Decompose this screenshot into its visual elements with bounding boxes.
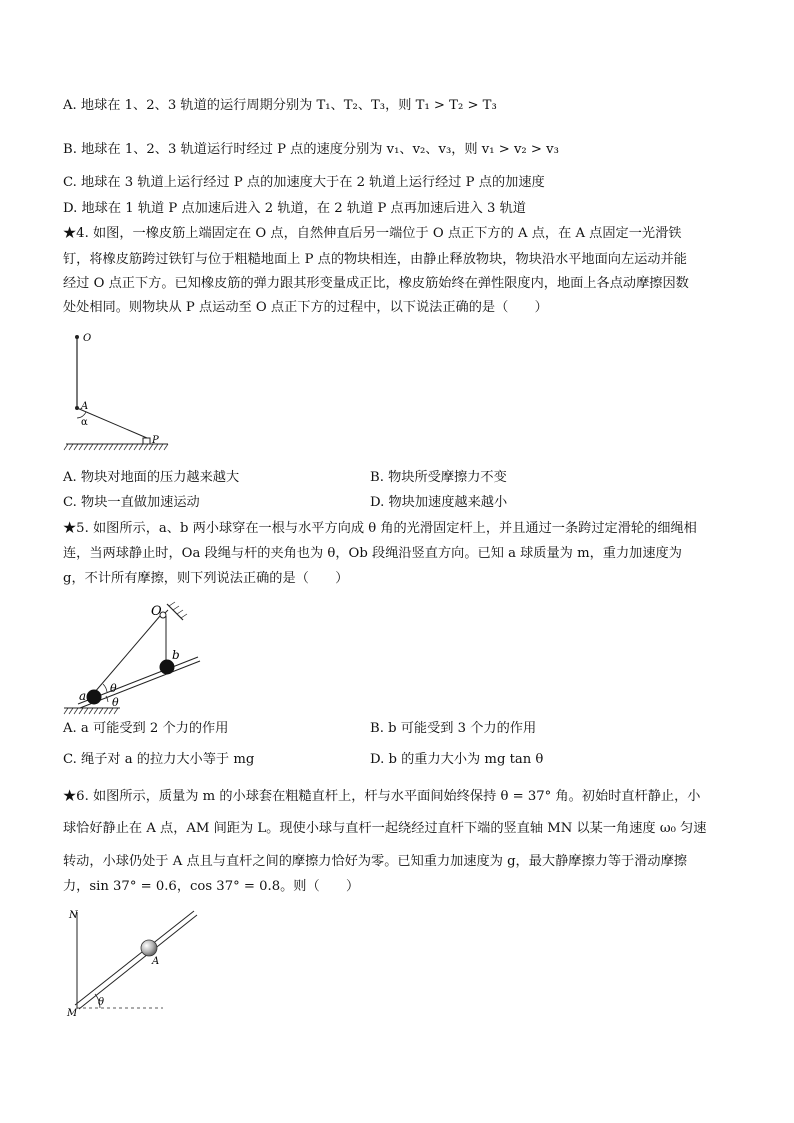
q6-stem-line-3: 转动，小球仍处于 A 点且与直杆之间的摩擦力恰好为零。已知重力加速度为 g，最大静摩擦力等于滑动摩擦 <box>63 854 687 869</box>
q5-label-o: O <box>151 604 162 619</box>
q5-label-b: b <box>172 648 180 662</box>
q5-label-theta-2: θ <box>112 696 119 709</box>
q4-option-c: C. 物块一直做加速运动 <box>63 495 200 510</box>
q4-stem-line-2: 钉，将橡皮筋跨过铁钉与位于粗糙地面上 P 点的物块相连，由静止释放物块，物块沿水平地面向左运动并能 <box>63 252 687 267</box>
q6-label-m: M <box>67 1008 78 1019</box>
q3-option-a: A. 地球在 1、2、3 轨道的运行周期分别为 T₁、T₂、T₃，则 T₁ > T₂ > T₃ <box>63 98 497 113</box>
q4-label-alpha: α <box>81 417 88 428</box>
q5-figure <box>60 596 210 716</box>
q6-stem-line-4: 力，sin 37° = 0.6，cos 37° = 0.8。则（ ） <box>63 879 360 894</box>
q4-stem-line-1: ★4. 如图，一橡皮筋上端固定在 O 点，自然伸直后另一端位于 O 点正下方的 A 点，在 A 点固定一光滑铁 <box>63 226 682 241</box>
q5-option-c: C. 绳子对 a 的拉力大小等于 mg <box>63 752 255 767</box>
q3-option-d: D. 地球在 1 轨道 P 点加速后进入 2 轨道，在 2 轨道 P 点再加速后进入 3 轨道 <box>63 201 526 216</box>
q5-stem-line-1: ★5. 如图所示，a、b 两小球穿在一根与水平方向成 θ 角的光滑固定杆上，并且通过一条跨过定滑轮的细绳相 <box>63 521 697 536</box>
q4-label-o: O <box>83 333 92 344</box>
q5-option-d: D. b 的重力大小为 mg tan θ <box>370 752 544 767</box>
q4-option-d: D. 物块加速度越来越小 <box>370 495 508 510</box>
q4-option-a: A. 物块对地面的压力越来越大 <box>63 470 240 485</box>
q3-option-b: B. 地球在 1、2、3 轨道运行时经过 P 点的速度分别为 v₁、v₂、v₃，则 v₁ > v₂ > v₃ <box>63 142 559 157</box>
q4-stem-line-3: 经过 O 点正下方。已知橡皮筋的弹力跟其形变量成正比，橡皮筋始终在弹性限度内，地面上各点动摩擦因数 <box>63 276 689 291</box>
q6-stem-line-1: ★6. 如图所示，质量为 m 的小球套在粗糙直杆上，杆与水平面间始终保持 θ = 37° 角。初始时直杆静止，小 <box>63 789 701 804</box>
q4-label-p: P <box>152 435 159 446</box>
q6-stem-line-2: 球恰好静止在 A 点，AM 间距为 L。现使小球与直杆一起绕经过直杆下端的竖直轴 MN 以某一角速度 ω₀ 匀速 <box>63 821 707 836</box>
q5-label-a: a <box>79 689 87 703</box>
q6-label-n: N <box>69 910 78 921</box>
q3-option-c: C. 地球在 3 轨道上运行经过 P 点的加速度大于在 2 轨道上运行经过 P 点的加速度 <box>63 175 545 190</box>
q5-option-a: A. a 可能受到 2 个力的作用 <box>63 721 229 736</box>
q6-label-a: A <box>152 956 160 967</box>
q4-label-a: A <box>81 401 89 412</box>
q6-figure <box>60 904 210 1024</box>
q5-stem-line-3: g，不计所有摩擦，则下列说法正确的是（ ） <box>63 571 349 586</box>
q6-label-theta: θ <box>98 997 105 1008</box>
q4-stem-line-4: 处处相同。则物块从 P 点运动至 O 点正下方的过程中，以下说法正确的是（ ） <box>63 300 548 315</box>
q5-stem-line-2: 连，当两球静止时，Oa 段绳与杆的夹角也为 θ，Ob 段绳沿竖直方向。已知 a 球质量为 m，重力加速度为 <box>63 546 682 561</box>
q5-label-theta-1: θ <box>110 682 117 695</box>
q4-figure <box>60 328 180 458</box>
q5-option-b: B. b 可能受到 3 个力的作用 <box>370 721 537 736</box>
q4-option-b: B. 物块所受摩擦力不变 <box>370 470 507 485</box>
